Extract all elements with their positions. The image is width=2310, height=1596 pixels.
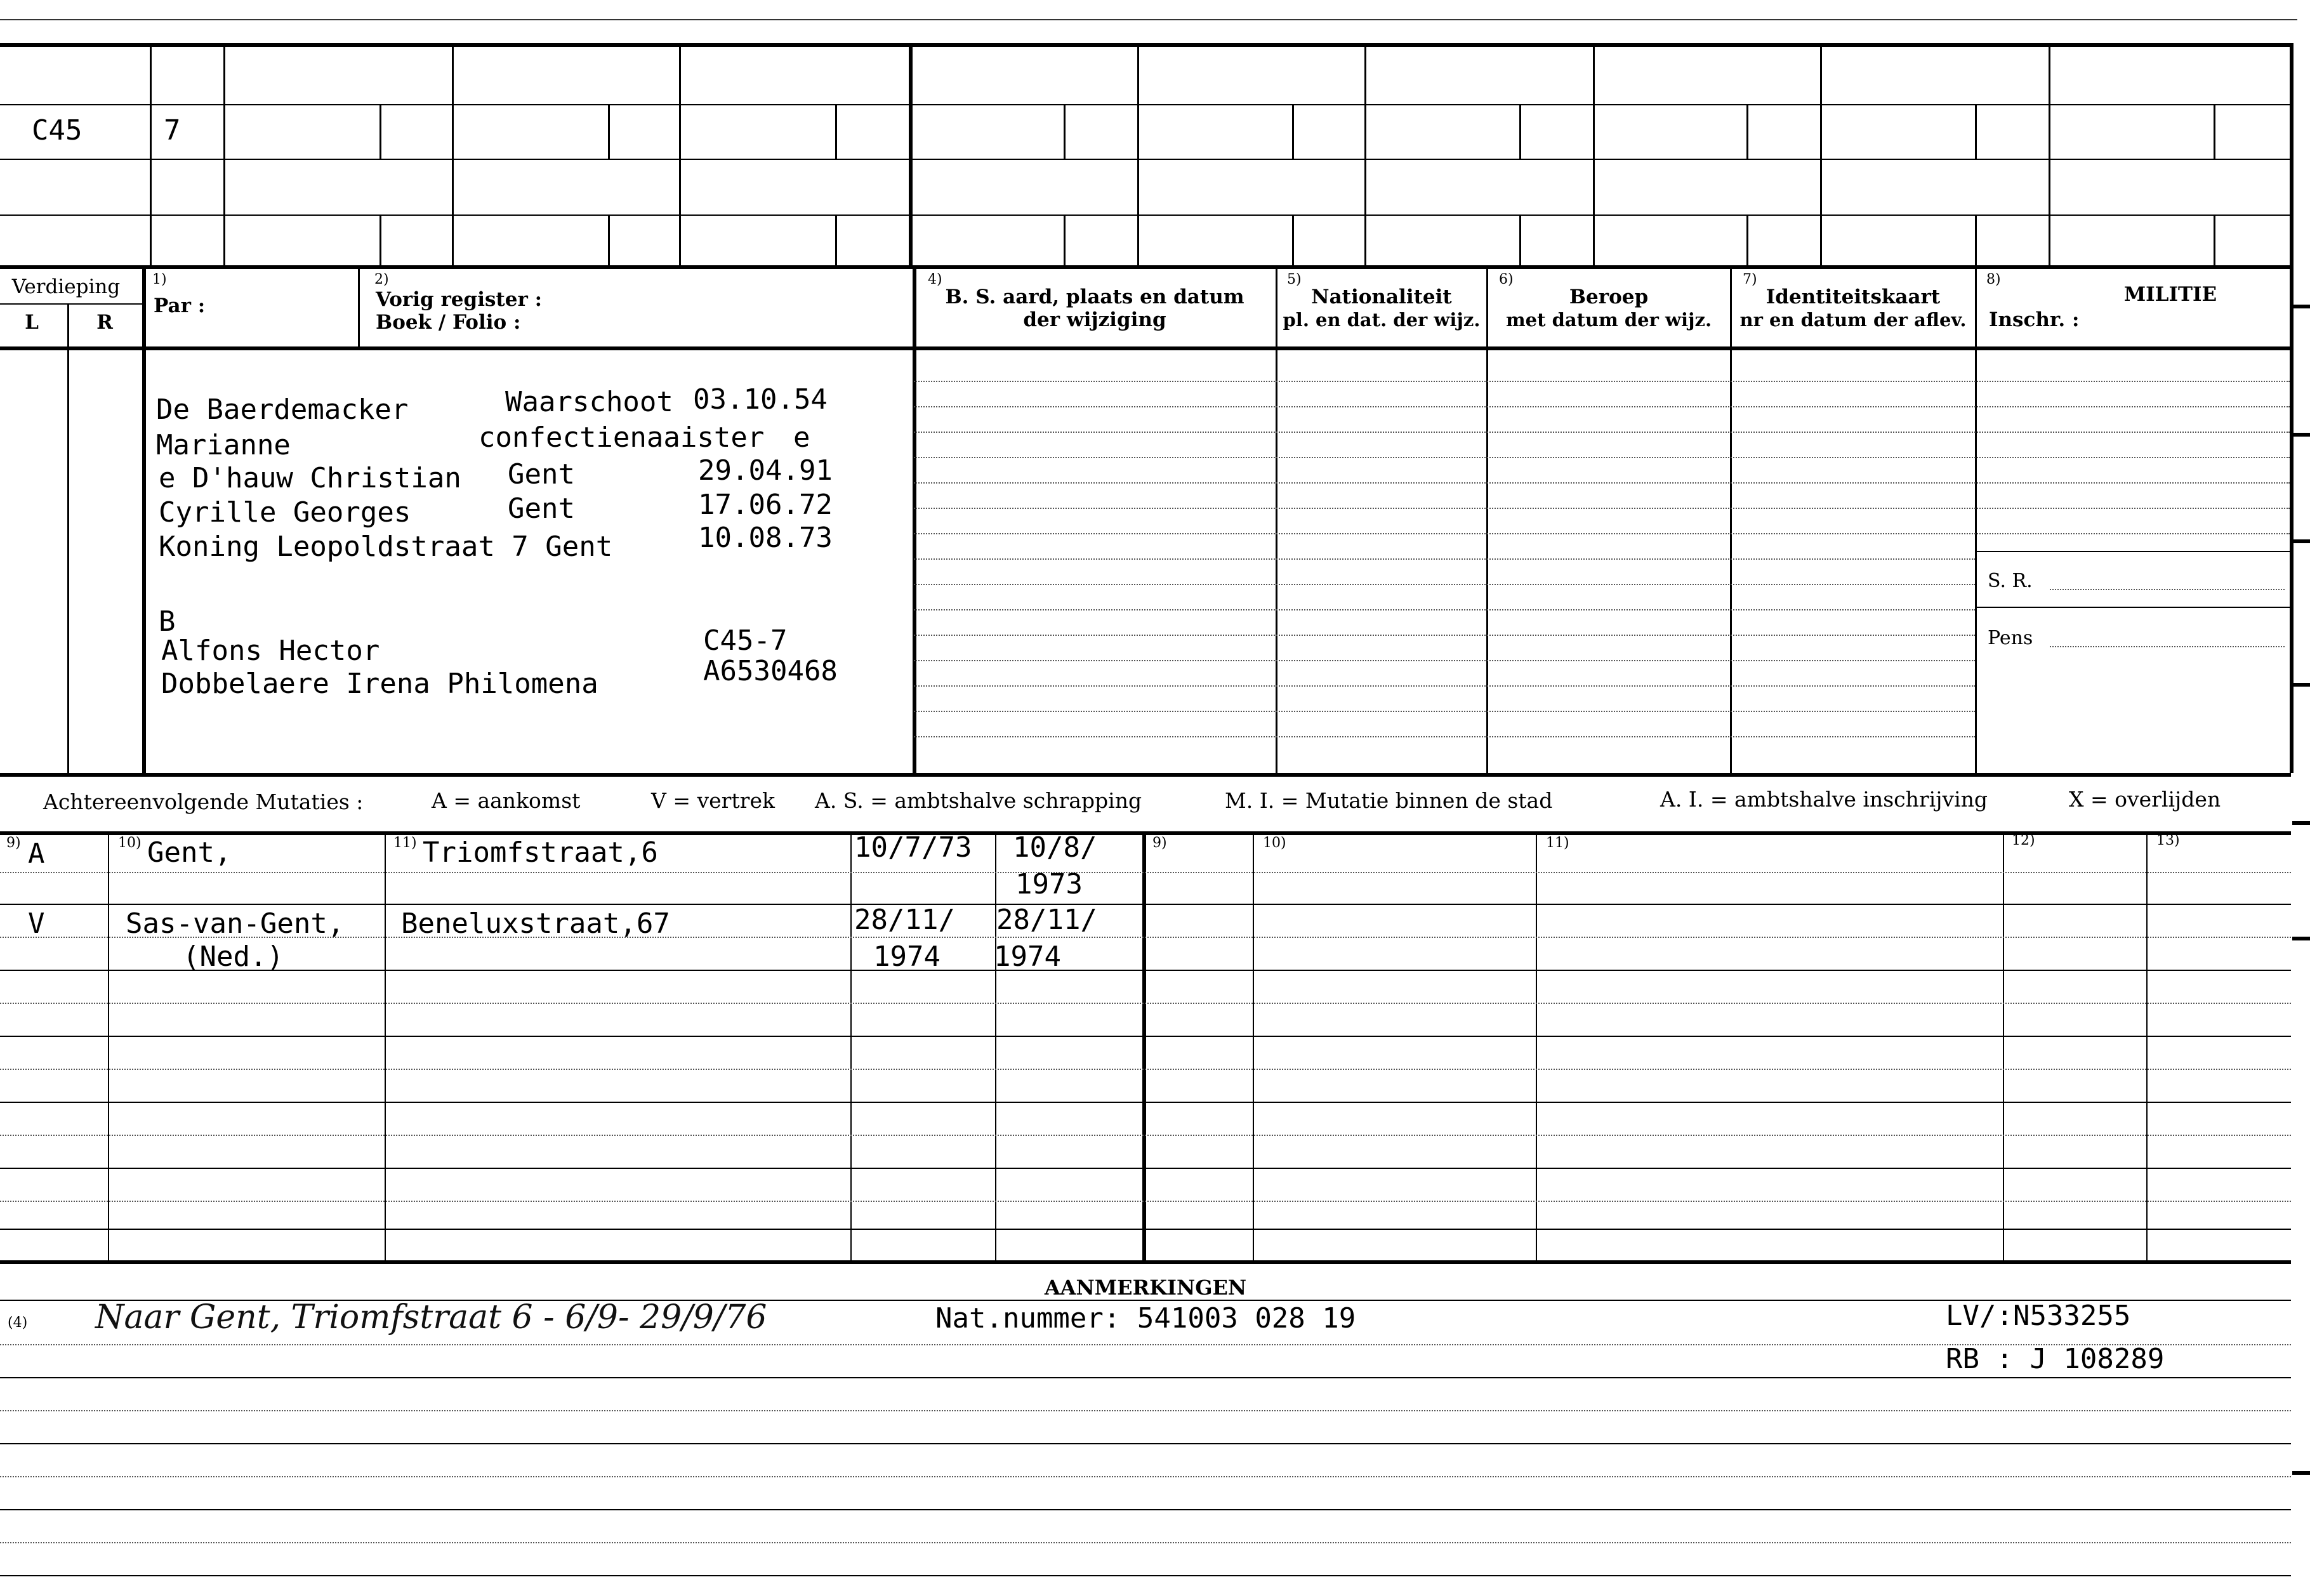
marriage-place: Gent xyxy=(508,458,575,491)
firstname: Marianne xyxy=(156,429,291,461)
block-code: C45 xyxy=(32,114,82,147)
mutation-date-1: 28/11/ xyxy=(854,904,955,936)
legend-aankomst: A = aankomst xyxy=(432,788,581,813)
par-label: Par : xyxy=(154,294,206,317)
inschr-label: Inschr. : xyxy=(1989,308,2080,331)
legend-mutatie: M. I. = Mutatie binnen de stad xyxy=(1225,788,1553,813)
lv-number: LV/:N533255 xyxy=(1946,1300,2131,1332)
vorig-register-label: Vorig register : xyxy=(376,288,543,311)
scan-edge-line xyxy=(0,19,2297,20)
nationality-code: B xyxy=(159,605,176,638)
mutation-date-1-year: 1974 xyxy=(873,940,940,973)
mutation-date-1: 10/7/73 xyxy=(854,831,972,864)
reference-code: C45-7 xyxy=(703,624,788,657)
legend-ambtshalve-inschrijving: A. I. = ambtshalve inschrijving xyxy=(1660,787,1988,812)
mutation-type: A xyxy=(28,838,45,870)
father-date: 17.06.72 xyxy=(698,489,833,521)
birthplace: Waarschoot xyxy=(505,386,673,418)
marriage-date: 29.04.91 xyxy=(698,454,833,487)
id-number: A6530468 xyxy=(703,655,838,687)
address: Koning Leopoldstraat 7 Gent xyxy=(159,531,613,563)
national-number: Nat.nummer: 541003 028 19 xyxy=(935,1302,1356,1335)
militie-header: MILITIE xyxy=(2123,283,2217,306)
mutation-place-2: (Ned.) xyxy=(183,940,284,973)
mutation-place: Gent, xyxy=(147,836,232,869)
bs-header: B. S. aard, plaats en datum xyxy=(945,286,1244,308)
verdieping-label: Verdieping xyxy=(11,275,121,298)
father: Cyrille Georges xyxy=(159,496,411,529)
mutation-type: V xyxy=(28,907,45,940)
other-name: Alfons Hector xyxy=(161,635,380,667)
mutation-date-2: 10/8/ xyxy=(1013,831,1097,864)
beroep-header: Beroep xyxy=(1569,286,1649,308)
other-name-2: Dobbelaere Irena Philomena xyxy=(161,668,598,700)
mutation-place: Sas-van-Gent, xyxy=(126,907,345,940)
occupation: confectienaaister xyxy=(478,421,765,454)
birthdate: 03.10.54 xyxy=(693,383,828,416)
father-place: Gent xyxy=(508,492,575,525)
mutation-street: Beneluxstraat,67 xyxy=(401,907,670,940)
mutation-street: Triomfstraat,6 xyxy=(423,836,658,869)
surname: De Baerdemacker xyxy=(156,393,409,426)
spouse: e D'hauw Christian xyxy=(159,462,461,494)
house-number: 7 xyxy=(164,114,181,147)
nationaliteit-header: Nationaliteit xyxy=(1311,286,1452,308)
legend-ambtshalve-schrapping: A. S. = ambtshalve schrapping xyxy=(815,788,1142,813)
sex-marker: e xyxy=(793,421,810,454)
mutation-date-2: 28/11/ xyxy=(996,904,1097,936)
mutation-table-bottom xyxy=(0,1260,2291,1264)
l-label: L xyxy=(25,311,39,334)
legend-top-line xyxy=(0,773,2291,777)
identiteitskaart-header: Identiteitskaart xyxy=(1766,286,1941,308)
mutation-date-2-year: 1974 xyxy=(994,940,1061,973)
sr-label: S. R. xyxy=(1988,570,2033,592)
address-date: 10.08.73 xyxy=(698,522,833,554)
rb-number: RB : J 108289 xyxy=(1946,1343,2165,1375)
pens-label: Pens xyxy=(1988,627,2033,649)
legend-overlijden: X = overlijden xyxy=(2069,787,2221,812)
handwritten-remark: Naar Gent, Triomfstraat 6 - 6/9- 29/9/76 xyxy=(95,1298,767,1336)
boek-folio-label: Boek / Folio : xyxy=(376,311,521,334)
mutation-date-2-year: 1973 xyxy=(1015,868,1083,900)
aanmerkingen-title: AANMERKINGEN xyxy=(1044,1276,1247,1300)
r-label: R xyxy=(96,311,113,334)
header-divider xyxy=(0,346,2291,350)
legend-vertrek: V = vertrek xyxy=(651,788,775,813)
legend-title: Achtereenvolgende Mutaties : xyxy=(43,789,364,814)
